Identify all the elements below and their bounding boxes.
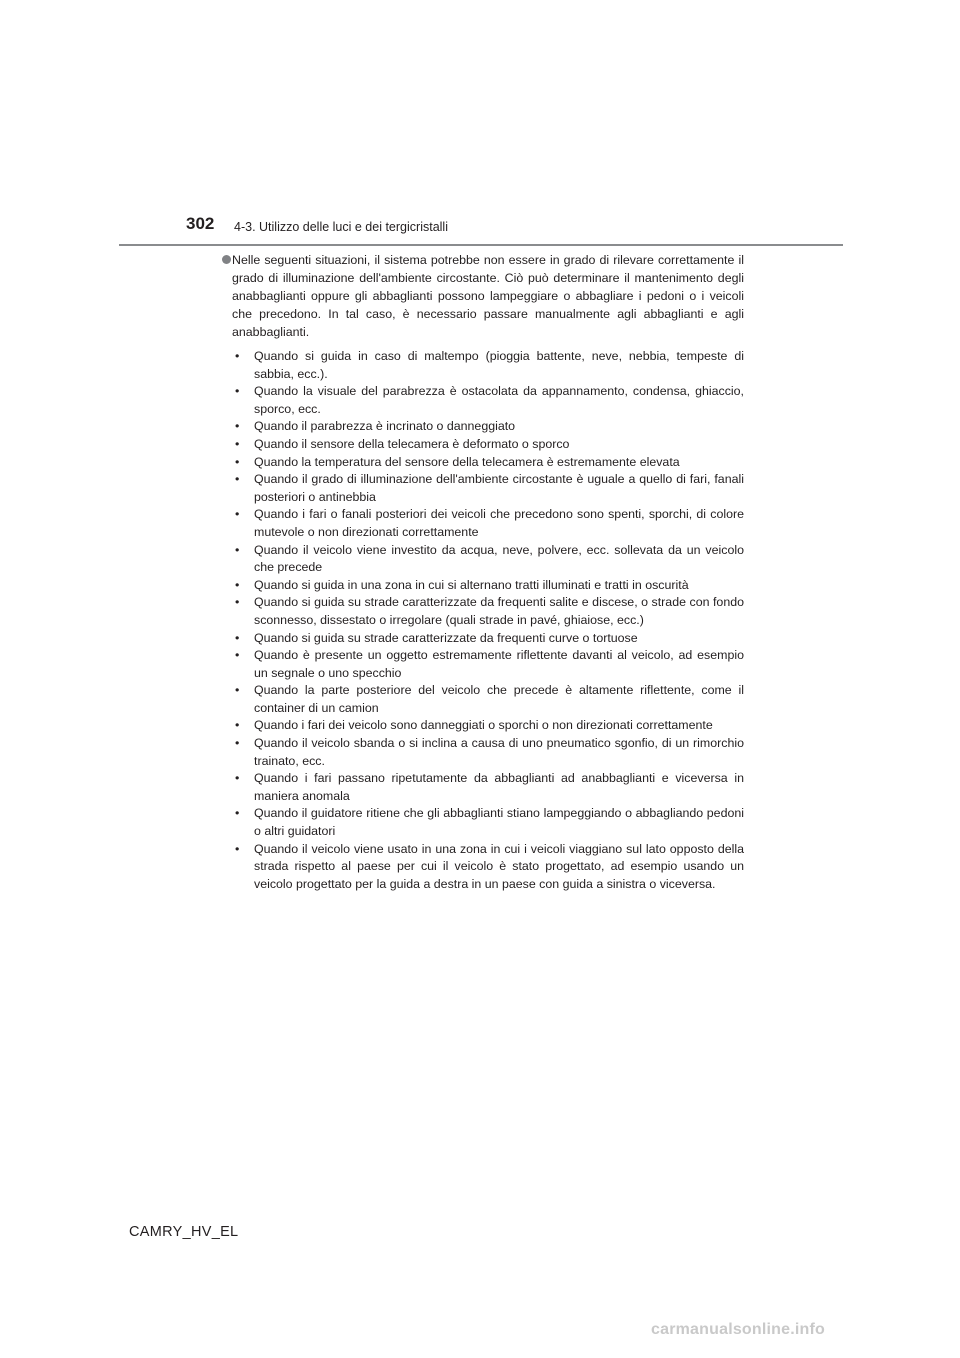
list-item: • Quando il veicolo sbanda o si inclina a causa di uno pneumatico sgonfio, di un rimorchio trainato, ecc. bbox=[222, 735, 744, 770]
intro-text: Nelle seguenti situazioni, il sistema potrebbe non essere in grado di rilevare correttamente il grado di illuminazione dell'ambiente circostante. Ciò può determinare il mantenimento degli anabbaglianti oppure gli abbaglianti possono lampeggiare o abbagliare i pedoni o i veicoli che precedono. In tal caso, è necessario passare manualmente agli abbaglianti e agli anabbaglianti. bbox=[232, 253, 744, 339]
header-divider bbox=[119, 244, 843, 246]
list-item: • Quando il veicolo viene usato in una zona in cui i veicoli viaggiano sul lato opposto della strada rispetto al paese per cui il veicolo è stato progettato, ad esempio usando un veicolo progettato per la guida a destra in un paese con guida a sinistra o viceversa. bbox=[222, 841, 744, 894]
list-item: • Quando i fari dei veicolo sono danneggiati o sporchi o non direzionati correttamente bbox=[222, 717, 744, 735]
watermark: carmanualsonline.info bbox=[651, 1321, 826, 1338]
list-item: • Quando il sensore della telecamera è deformato o sporco bbox=[222, 436, 744, 454]
list-item: • Quando il veicolo viene investito da acqua, neve, polvere, ecc. sollevata da un veicolo che precede bbox=[222, 542, 744, 577]
list-item: • Quando i fari o fanali posteriori dei veicoli che precedono sono spenti, sporchi, di colore mutevole o non direzionati correttamente bbox=[222, 506, 744, 541]
document-code: CAMRY_HV_EL bbox=[129, 1224, 239, 1240]
intro-paragraph bbox=[222, 251, 744, 341]
list-item: • Quando si guida su strade caratterizzate da frequenti curve o tortuose bbox=[222, 630, 744, 648]
list-item: • Quando i fari passano ripetutamente da abbaglianti ad anabbaglianti e viceversa in maniera anomala bbox=[222, 770, 744, 805]
page-header bbox=[0, 0, 960, 250]
section-title: 4-3. Utilizzo delle luci e dei tergicristalli bbox=[234, 220, 448, 234]
page-content bbox=[222, 251, 744, 893]
list-item: • Quando il grado di illuminazione dell'ambiente circostante è uguale a quello di fari, fanali posteriori o antinebbia bbox=[222, 471, 744, 506]
list-item: • Quando la temperatura del sensore della telecamera è estremamente elevata bbox=[222, 454, 744, 472]
list-item: • Quando è presente un oggetto estremamente riflettente davanti al veicolo, ad esempio un segnale o uno specchio bbox=[222, 647, 744, 682]
list-item: • Quando si guida in una zona in cui si alternano tratti illuminati e tratti in oscurità bbox=[222, 577, 744, 595]
list-item: • Quando la parte posteriore del veicolo che precede è altamente riflettente, come il container di un camion bbox=[222, 682, 744, 717]
situation-list bbox=[222, 348, 744, 893]
list-item: • Quando si guida su strade caratterizzate da frequenti salite e discese, o strade con fondo sconnesso, dissestato o irregolare (quali strade in pavé, ghiaiose, ecc.) bbox=[222, 594, 744, 629]
list-item: • Quando il parabrezza è incrinato o danneggiato bbox=[222, 418, 744, 436]
page-number: 302 bbox=[186, 214, 215, 233]
circle-bullet-icon bbox=[222, 255, 231, 264]
list-item: • Quando si guida in caso di maltempo (pioggia battente, neve, nebbia, tempeste di sabbia, ecc.). bbox=[222, 348, 744, 383]
list-item: • Quando il guidatore ritiene che gli abbaglianti stiano lampeggiando o abbagliando pedoni o altri guidatori bbox=[222, 805, 744, 840]
list-item: • Quando la visuale del parabrezza è ostacolata da appannamento, condensa, ghiaccio, sporco, ecc. bbox=[222, 383, 744, 418]
